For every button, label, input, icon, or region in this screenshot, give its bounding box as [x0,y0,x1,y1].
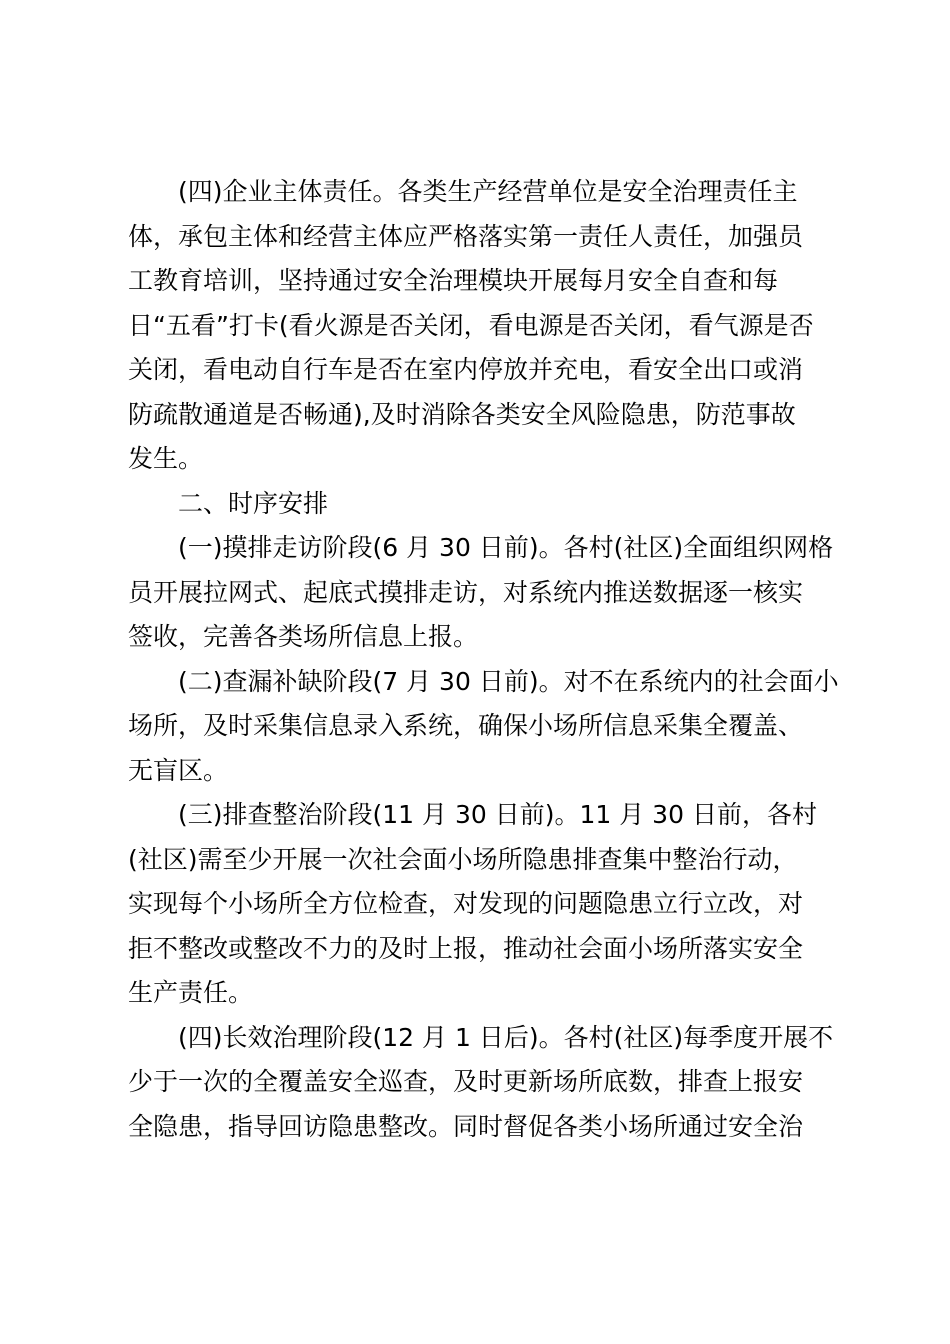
document-page [128,170,839,1149]
text-line: 实现每个小场所全方位检查，对发现的问题隐患立行立改，对 [128,889,804,918]
text-line: 防疏散通道是否畅通),及时消除各类安全风险隐患，防范事故 [128,399,796,429]
text-line: 关闭，看电动自行车是否在室内停放并充电，看安全出口或消 [128,355,804,384]
text-line: 员开展拉网式、起底式摸排走访，对系统内推送数据逐一核实 [128,577,804,607]
text-line: 签收，完善各类场所信息上报。 [128,622,479,651]
text-line: (社区)需至少开展一次社会面小场所隐患排查集中整治行动， [128,844,798,874]
text-line: 发生。 [128,444,204,473]
text-line: 无盲区。 [128,755,229,785]
section-heading: 二、时序安排 [178,488,329,518]
text-line: 拒不整改或整改不力的及时上报，推动社会面小场所落实安全 [128,933,804,963]
text-line: (一)摸排走访阶段(6 月 30 日前)。各村(社区)全面组织网格 [178,533,834,562]
text-line: 场所，及时采集信息录入系统，确保小场所信息采集全覆盖、 [128,711,804,740]
text-line: (二)查漏补缺阶段(7 月 30 日前)。对不在系统内的社会面小 [178,666,839,696]
text-line: 生产责任。 [128,978,254,1007]
text-line: 少于一次的全覆盖安全巡查，及时更新场所底数，排查上报安 [128,1067,804,1096]
text-line: 体，承包主体和经营主体应严格落实第一责任人责任，加强员 [128,221,804,251]
text-line: 全隐患，指导回访隐患整改。同时督促各类小场所通过安全治 [128,1111,804,1141]
text-line: (四)长效治理阶段(12 月 1 日后)。各村(社区)每季度开展不 [178,1022,834,1052]
text-line: (四)企业主体责任。各类生产经营单位是安全治理责任主 [178,177,798,206]
text-line: 工教育培训，坚持通过安全治理模块开展每月安全自查和每 [128,266,779,295]
text-line: 日“五看”打卡(看火源是否关闭，看电源是否关闭，看气源是否 [128,310,814,340]
text-line: (三)排查整治阶段(11 月 30 日前)。11 月 30 日前，各村 [178,800,817,829]
